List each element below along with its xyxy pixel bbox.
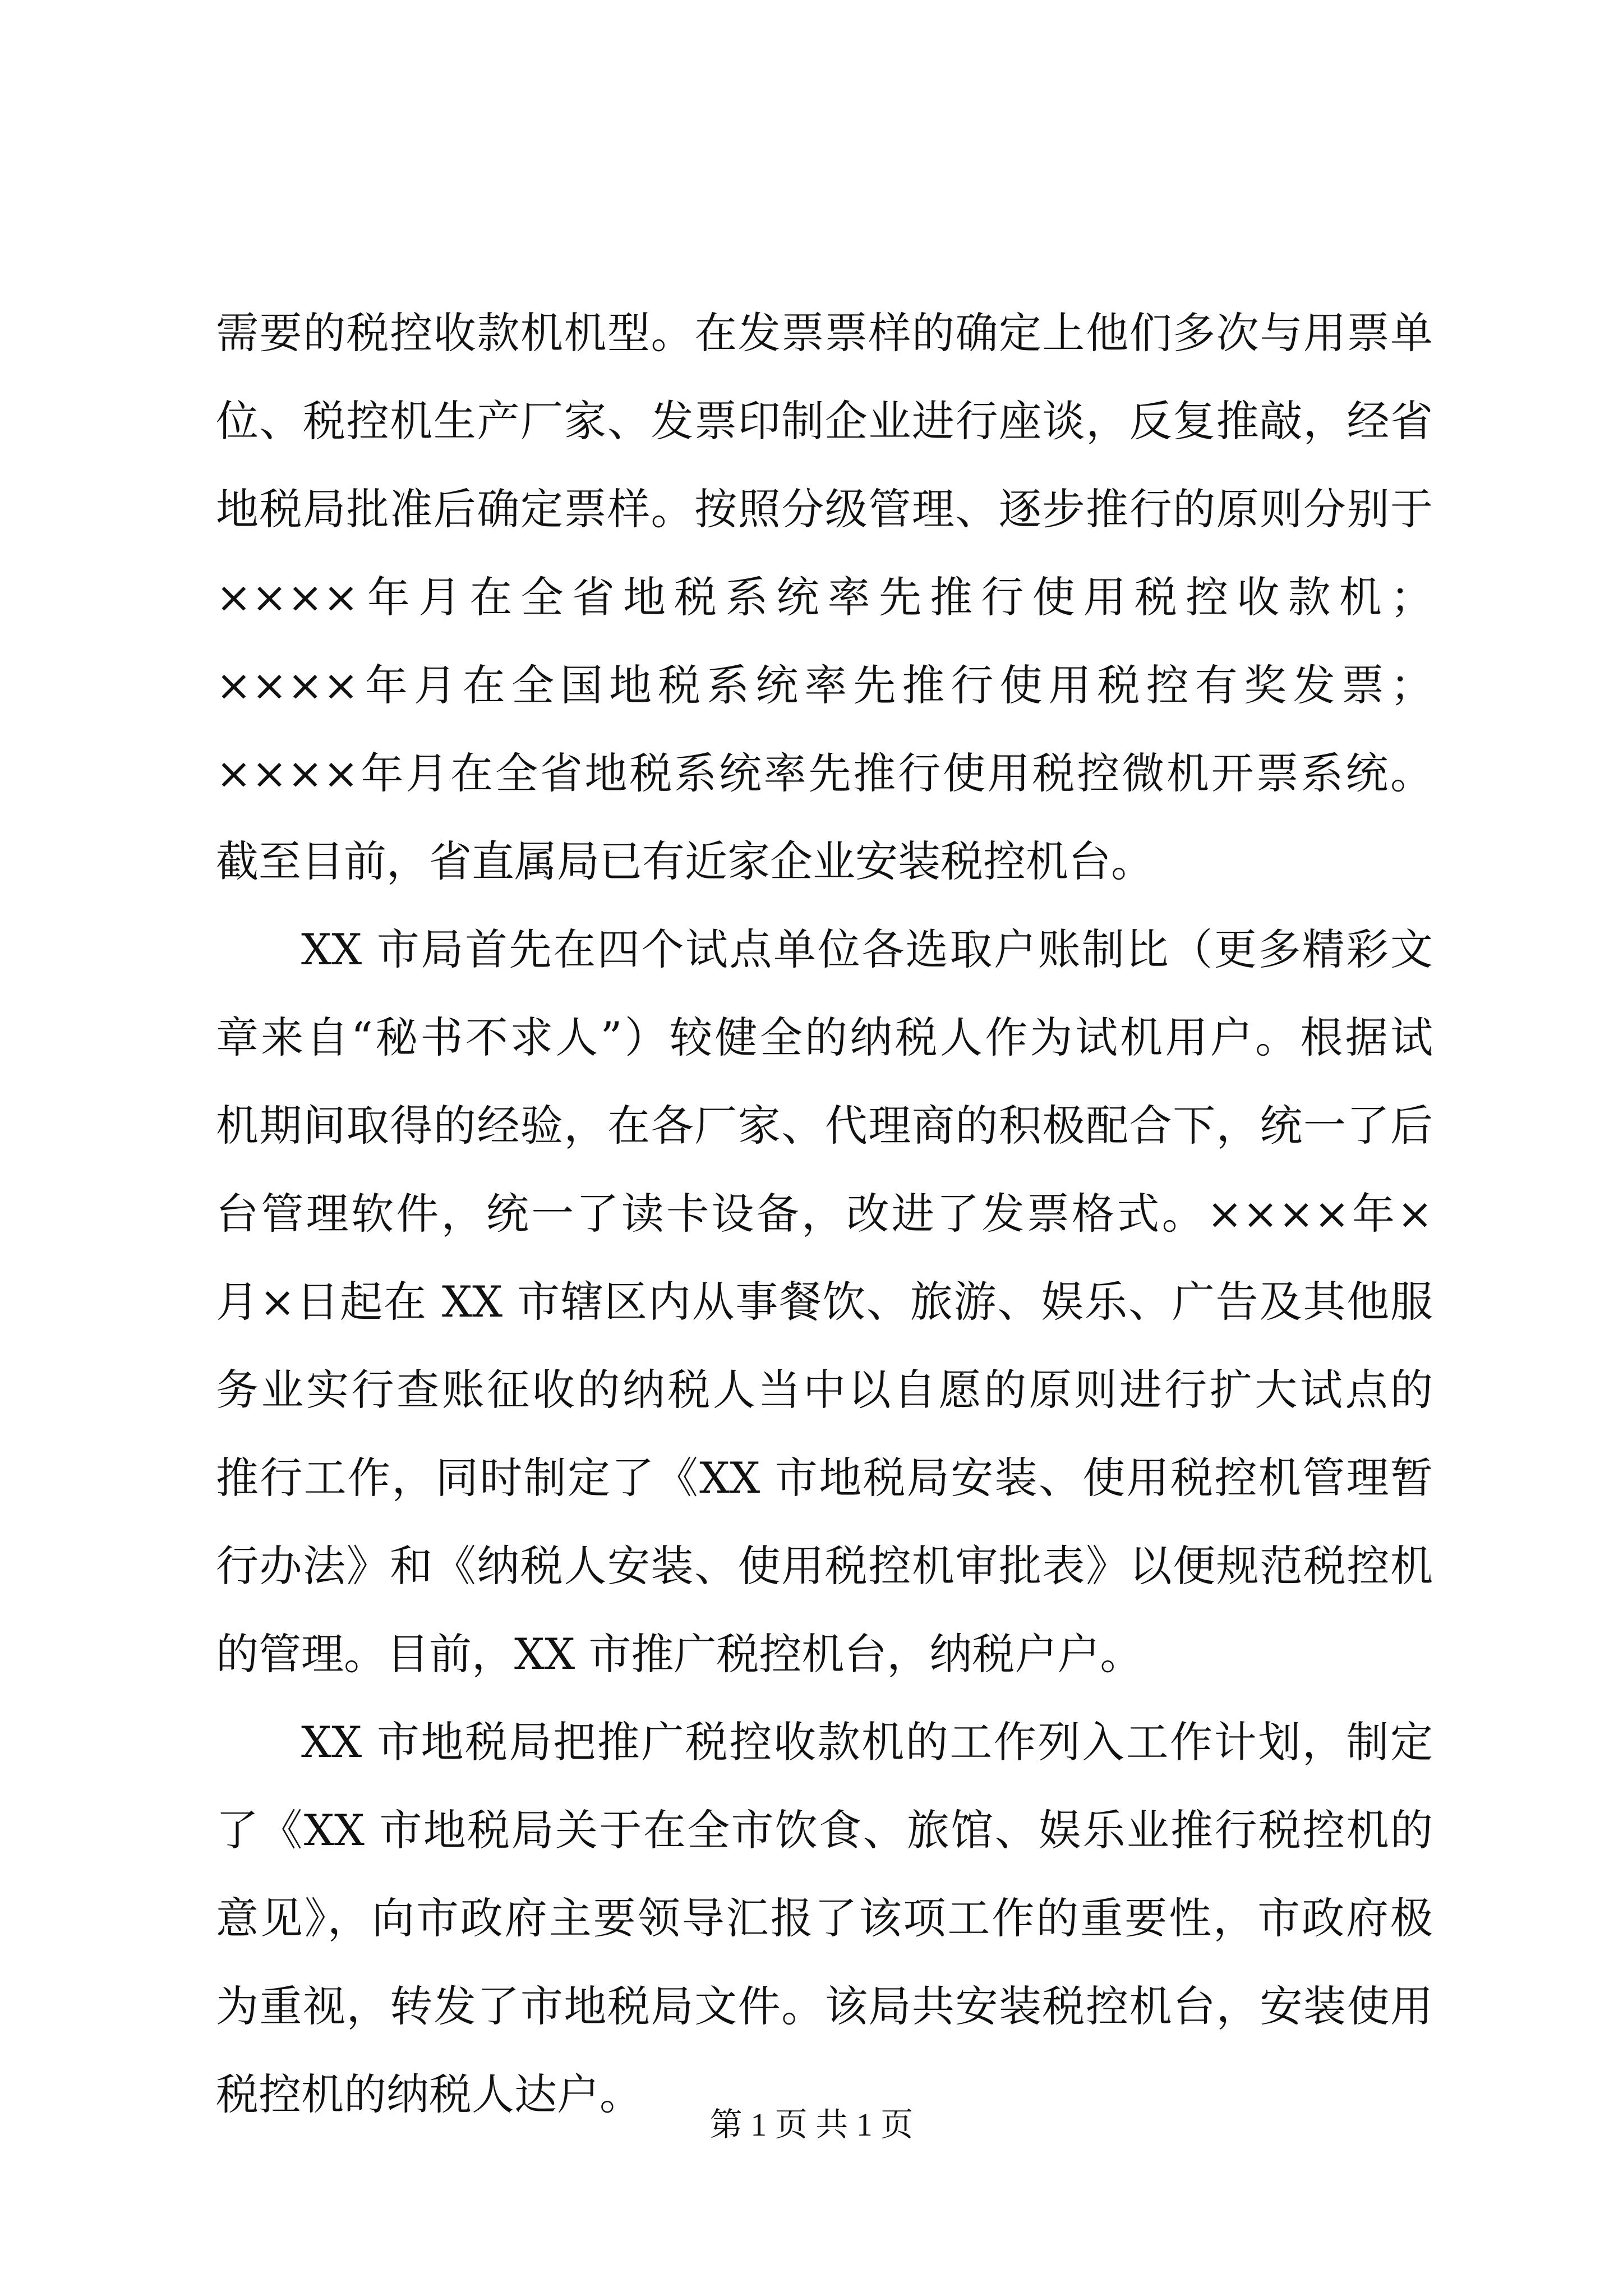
text-line: 截至目前，省直属局已有近家企业安装税控机台。 bbox=[216, 836, 1154, 886]
paragraph-first-line: XX 市局首先在四个试点单位各选取户账制比（更多精彩文 bbox=[301, 924, 1433, 974]
text-line: 机期间取得的经验，在各厂家、代理商的积极配合下，统一了后 bbox=[216, 1101, 1433, 1151]
text-line: 了《XX 市地税局关于在全市饮食、旅馆、娱乐业推行税控机的 bbox=[216, 1805, 1433, 1855]
text-line: 位、税控机生产厂家、发票印制企业进行座谈，反复推敲，经省 bbox=[216, 396, 1433, 446]
text-line: 台管理软件，统一了读卡设备，改进了发票格式。××××年× bbox=[216, 1189, 1433, 1239]
text-line: 行办法》和《纳税人安装、使用税控机审批表》以便规范税控机 bbox=[216, 1541, 1433, 1591]
text-line: 地税局批准后确定票样。按照分级管理、逐步推行的原则分别于 bbox=[216, 484, 1433, 534]
text-line: 务业实行查账征收的纳税人当中以自愿的原则进行扩大试点的 bbox=[216, 1365, 1433, 1415]
text-line: 为重视，转发了市地税局文件。该局共安装税控机台，安装使用 bbox=[216, 1981, 1433, 2031]
page-footer: 第 1 页 共 1 页 bbox=[709, 2106, 914, 2143]
text-line: 的管理。目前，XX 市推广税控机台，纳税户户。 bbox=[216, 1629, 1143, 1679]
text-line: 章来自“秘书不求人”）较健全的纳税人作为试机用户。根据试 bbox=[216, 1013, 1433, 1062]
text-line: ××××年月在全国地税系统率先推行使用税控有奖发票； bbox=[216, 660, 1433, 710]
text-line: ××××年月在全省地税系统率先推行使用税控微机开票系统。 bbox=[216, 748, 1433, 798]
text-line: 月×日起在 XX 市辖区内从事餐饮、旅游、娱乐、广告及其他服 bbox=[216, 1277, 1433, 1327]
text-line: 意见》，向市政府主要领导汇报了该项工作的重要性，市政府极 bbox=[216, 1893, 1433, 1943]
text-line: 税控机的纳税人达户。 bbox=[216, 2069, 642, 2119]
document-body bbox=[216, 289, 1433, 2138]
text-line: ××××年月在全省地税系统率先推行使用税控收款机； bbox=[216, 572, 1433, 622]
text-line: 需要的税控收款机机型。在发票票样的确定上他们多次与用票单 bbox=[216, 308, 1433, 358]
paragraph-first-line: XX 市地税局把推广税控收款机的工作列入工作计划，制定 bbox=[301, 1717, 1433, 1767]
text-line: 推行工作，同时制定了《XX 市地税局安装、使用税控机管理暂 bbox=[216, 1453, 1433, 1503]
